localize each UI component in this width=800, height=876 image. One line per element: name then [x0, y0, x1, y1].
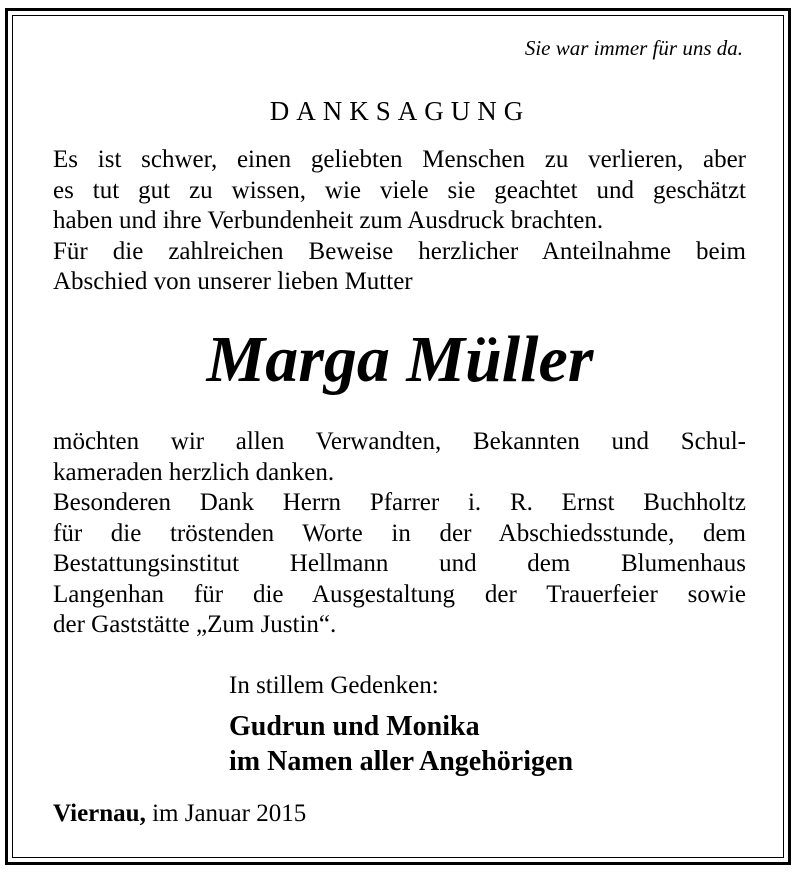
heading: DANKSAGUNG — [269, 96, 531, 126]
place-date — [53, 800, 306, 828]
signer-names: Gudrun und Monika — [229, 711, 480, 742]
thanks-line: Besonderen Dank Herrn Pfarrer i. R. Ernst Buchholtz — [53, 489, 746, 516]
place: Viernau, — [53, 800, 146, 827]
signers — [229, 709, 573, 779]
thanks-line: Langenhan für die Ausgestaltung der Trauerfeier sowie — [53, 580, 746, 608]
intro-line: haben und ihre Verbundenheit zum Ausdruck brachten. — [53, 207, 604, 234]
thanks-line: für die tröstenden Worte in der Abschiedsstunde, dem — [53, 519, 746, 547]
gedenken-line: In stillem Gedenken: — [229, 672, 439, 699]
thanks-line: kameraden herzlich danken. — [53, 458, 335, 486]
signer-subtitle: im Namen aller Angehörigen — [229, 746, 574, 777]
intro-line: Abschied von unserer lieben Mutter — [53, 268, 413, 295]
thanks-paragraph — [53, 427, 746, 641]
thanks-line: der Gaststätte „Zum Justin“. — [53, 611, 337, 638]
thanks-line: möchten wir allen Verwandten, Bekannten und Schul- — [53, 428, 746, 455]
thanks-line: Bestattungsinstitut Hellmann und dem Blumenhaus — [53, 550, 746, 577]
intro-line: es tut gut zu wissen, wie viele sie geachtet und geschätzt — [53, 176, 746, 204]
intro-paragraph — [53, 145, 746, 298]
date: im Januar 2015 — [152, 800, 307, 827]
intro-line: Für die zahlreichen Beweise herzlicher Anteilnahme beim — [53, 237, 746, 265]
intro-line: Es ist schwer, einen geliebten Menschen zu verlieren, aber — [53, 146, 746, 173]
motto: Sie war immer für uns da. — [524, 36, 743, 60]
deceased-name: Marga Müller — [206, 323, 594, 396]
